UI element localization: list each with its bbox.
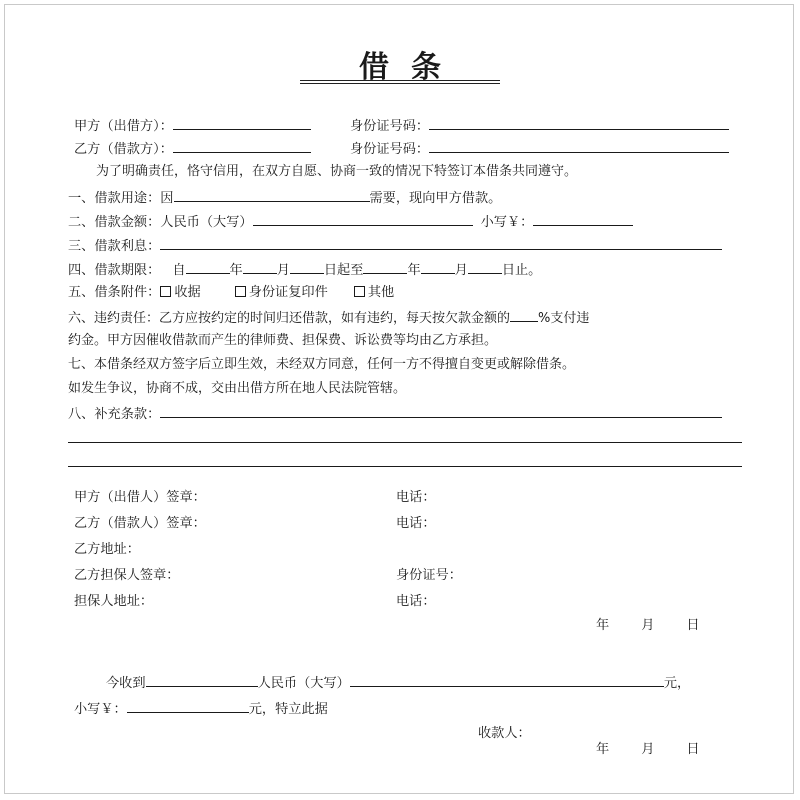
guarantor-id-label: 身份证号： <box>396 568 462 583</box>
supplement-line-2[interactable] <box>68 442 742 443</box>
id-copy-option-label: 身份证复印件 <box>248 285 328 300</box>
borrower-row <box>74 140 311 158</box>
borrower-phone-label: 电话： <box>396 516 436 531</box>
payee-label: 收款人： <box>478 726 531 741</box>
start-year-label: 年 <box>229 263 243 278</box>
title-underline-bottom <box>300 83 500 84</box>
signature-date-day: 日 <box>686 618 700 633</box>
clause-purpose-prefix: 一、借款用途：因 <box>68 191 174 206</box>
clause-breach-line1 <box>68 309 589 327</box>
clause-attachments-prefix: 五、借条附件： <box>68 285 161 300</box>
clause-effect-line1: 七、本借条经双方签字后立即生效，未经双方同意，任何一方不得擅自变更或解除借条。 <box>68 357 576 372</box>
signature-date-month: 月 <box>641 618 655 633</box>
clause-purpose <box>68 189 501 207</box>
title-underline-top <box>300 80 500 81</box>
clause-breach-text-a: 六、违约责任：乙方应按约定的时间归还借款，如有违约，每天按欠款金额的 <box>68 311 511 326</box>
borrower-id-label: 身份证号码： <box>350 142 430 157</box>
start-month-field[interactable] <box>243 261 277 274</box>
lender-label: 甲方（出借方）： <box>74 119 173 134</box>
signature-date <box>596 618 700 634</box>
start-month-label: 月 <box>276 263 290 278</box>
clause-amount-prefix: 二、借款金额：人民币（大写） <box>68 215 253 230</box>
end-month-label: 月 <box>454 263 468 278</box>
preamble: 为了明确责任，恪守信用，在双方自愿、协商一致的情况下特签订本借条共同遵守。 <box>96 164 578 179</box>
clause-breach-text-b: %支付违 <box>538 311 590 326</box>
clause-term <box>68 261 541 279</box>
receipt-date-year: 年 <box>596 742 610 757</box>
lender-sign-label: 甲方（出借人）签章： <box>74 490 206 505</box>
lender-row <box>74 117 311 135</box>
id-copy-checkbox[interactable] <box>235 286 246 297</box>
borrower-id-row <box>350 140 729 158</box>
clause-supplement-prefix: 八、补充条款： <box>68 407 161 422</box>
clause-supplement <box>68 405 722 423</box>
start-day-field[interactable] <box>290 261 324 274</box>
guarantor-phone-label: 电话： <box>396 594 436 609</box>
clause-effect-line2: 如发生争议，协商不成，交由出借方所在地人民法院管辖。 <box>68 381 407 396</box>
receipt-amount-uppercase-field[interactable] <box>350 674 664 687</box>
amount-uppercase-field[interactable] <box>253 213 473 226</box>
other-option-label: 其他 <box>367 285 395 300</box>
receipt-small-label: 小写￥： <box>74 702 127 717</box>
term-end-day-label: 日止。 <box>501 263 542 278</box>
borrower-id-field[interactable] <box>429 140 729 153</box>
clause-purpose-suffix: 需要，现向甲方借款。 <box>369 191 502 206</box>
receipt-date <box>596 742 700 758</box>
receipt-rmb-label: 人民币（大写） <box>257 676 350 691</box>
lender-name-field[interactable] <box>173 117 311 130</box>
clause-interest-prefix: 三、借款利息： <box>68 239 161 254</box>
receipt-payer-field[interactable] <box>146 674 258 687</box>
guarantor-address-label: 担保人地址： <box>74 594 154 609</box>
receipt-yuan-label: 元， <box>663 676 691 691</box>
clause-breach-line2: 约金。甲方因催收借款而产生的律师费、担保费、诉讼费等均由乙方承担。 <box>68 333 498 348</box>
lender-phone-label: 电话： <box>396 490 436 505</box>
end-day-field[interactable] <box>468 261 502 274</box>
borrower-address-label: 乙方地址： <box>74 542 140 557</box>
receipt-amount-small-field[interactable] <box>127 700 249 713</box>
amount-small-field[interactable] <box>533 213 633 226</box>
receipt-small-row <box>74 700 328 718</box>
guarantor-sign-label: 乙方担保人签章： <box>74 568 180 583</box>
receipt-row <box>106 674 690 692</box>
borrower-name-field[interactable] <box>173 140 311 153</box>
borrower-sign-label: 乙方（借款人）签章： <box>74 516 206 531</box>
purpose-field[interactable] <box>174 189 370 202</box>
page-title: 借条 <box>359 50 463 85</box>
interest-field[interactable] <box>160 237 722 250</box>
receipt-received-label: 今收到 <box>106 676 146 691</box>
start-year-field[interactable] <box>186 261 230 274</box>
lender-id-row <box>350 117 729 135</box>
supplement-line-3[interactable] <box>68 466 742 467</box>
penalty-rate-field[interactable] <box>510 309 538 322</box>
clause-term-prefix: 四、借款期限： <box>68 263 161 278</box>
term-from: 自 <box>172 263 186 278</box>
other-checkbox[interactable] <box>354 286 365 297</box>
receipt-option-label: 收据 <box>174 285 201 300</box>
supplement-field-1[interactable] <box>160 405 722 418</box>
clause-attachments <box>68 285 394 301</box>
term-start-day-label: 日起至 <box>323 263 364 278</box>
end-month-field[interactable] <box>421 261 455 274</box>
receipt-close-label: 元，特立此据 <box>248 702 328 717</box>
lender-id-field[interactable] <box>429 117 729 130</box>
amount-small-label: 小写￥： <box>480 215 534 230</box>
receipt-date-day: 日 <box>686 742 700 757</box>
signature-date-year: 年 <box>596 618 610 633</box>
borrower-label: 乙方（借款方）： <box>74 142 173 157</box>
clause-amount <box>68 213 633 231</box>
receipt-checkbox[interactable] <box>160 286 171 297</box>
clause-interest <box>68 237 722 255</box>
receipt-date-month: 月 <box>641 742 655 757</box>
end-year-field[interactable] <box>363 261 407 274</box>
lender-id-label: 身份证号码： <box>350 119 430 134</box>
end-year-label: 年 <box>407 263 421 278</box>
